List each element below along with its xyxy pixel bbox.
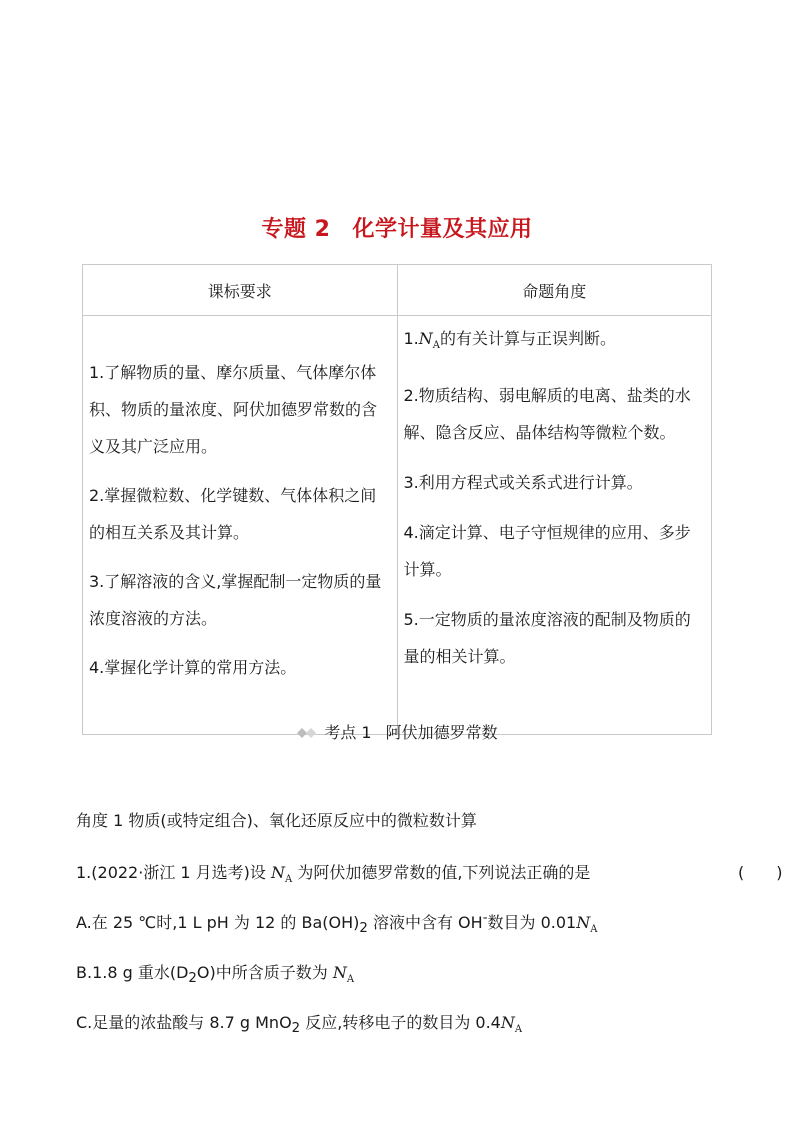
section-heading bbox=[0, 720, 794, 743]
option-a: A.在 25 ℃时,1 L pH 为 12 的 $Ba(OH)_2$ 溶液中含有 OH-数目为 $0.01N_A$ bbox=[76, 910, 598, 937]
angle-item: 5.一定物质的量浓度溶液的配制及物质的量的相关计算。 bbox=[403, 610, 691, 667]
angle-item: 3.利用方程式或关系式进行计算。 bbox=[403, 473, 643, 493]
requirement-item: 1.了解物质的量、摩尔质量、气体摩尔体积、物质的量浓度、阿伏加德罗常数的含义及其广泛应用。 bbox=[89, 363, 378, 456]
na-symbol: $N_A$ bbox=[332, 963, 355, 986]
requirement-item: 3.了解溶液的含义,掌握配制一定物质的量浓度溶液的方法。 bbox=[89, 572, 382, 628]
requirements-table bbox=[82, 264, 712, 735]
requirement-item: 4.掌握化学计算的常用方法。 bbox=[89, 658, 297, 677]
angle-item: 2.物质结构、弱电解质的电离、盐类的水解、隐含反应、晶体结构等微粒个数。 bbox=[403, 386, 691, 443]
angle-item: 4.滴定计算、电子守恒规律的应用、多步计算。 bbox=[403, 523, 691, 580]
angle-heading: 角度 1 物质(或特定组合)、氧化还原反应中的微粒数计算 bbox=[76, 811, 477, 830]
table-body-row bbox=[83, 316, 712, 735]
title-topic-name: 化学计量及其应用 bbox=[352, 217, 533, 242]
option-c: C.足量的浓盐酸与 8.7 g MnO$_2$ 反应,转移电子的数目为 $0.4N_A$ bbox=[76, 1013, 523, 1037]
section-label: 考点 1 bbox=[324, 723, 372, 742]
header-curriculum-requirements: 课标要求 bbox=[83, 265, 398, 316]
header-exam-angles: 命题角度 bbox=[397, 265, 712, 316]
answer-paren: ( ) bbox=[738, 863, 783, 882]
section-name: 阿伏加德罗常数 bbox=[385, 723, 498, 742]
exam-angles-cell bbox=[397, 316, 712, 735]
curriculum-requirements-cell bbox=[83, 316, 398, 735]
title-topic-number: 专题 2 bbox=[261, 217, 331, 242]
na-symbol: $N_A$ bbox=[418, 329, 440, 352]
question-stem: 1.(2022·浙江 1 月选考)设 $N_A$ 为阿伏加德罗常数的值,下列说法正确的是 ( ) bbox=[76, 860, 736, 885]
option-b: B.1.8 g 重水$(D_2O)$中所含质子数为 $N_A$ bbox=[76, 963, 355, 987]
angle-item: $1.N_A$的有关计算与正误判断。 bbox=[403, 329, 617, 352]
double-diamond-icon bbox=[296, 727, 318, 739]
na-symbol: $N_A$ bbox=[576, 913, 598, 936]
na-symbol: $N_A$ bbox=[500, 1013, 523, 1036]
na-symbol: $N_A$ bbox=[271, 863, 293, 886]
page-title bbox=[0, 212, 794, 243]
table-header-row bbox=[83, 265, 712, 316]
requirement-item: 2.掌握微粒数、化学键数、气体体积之间的相互关系及其计算。 bbox=[89, 486, 377, 542]
